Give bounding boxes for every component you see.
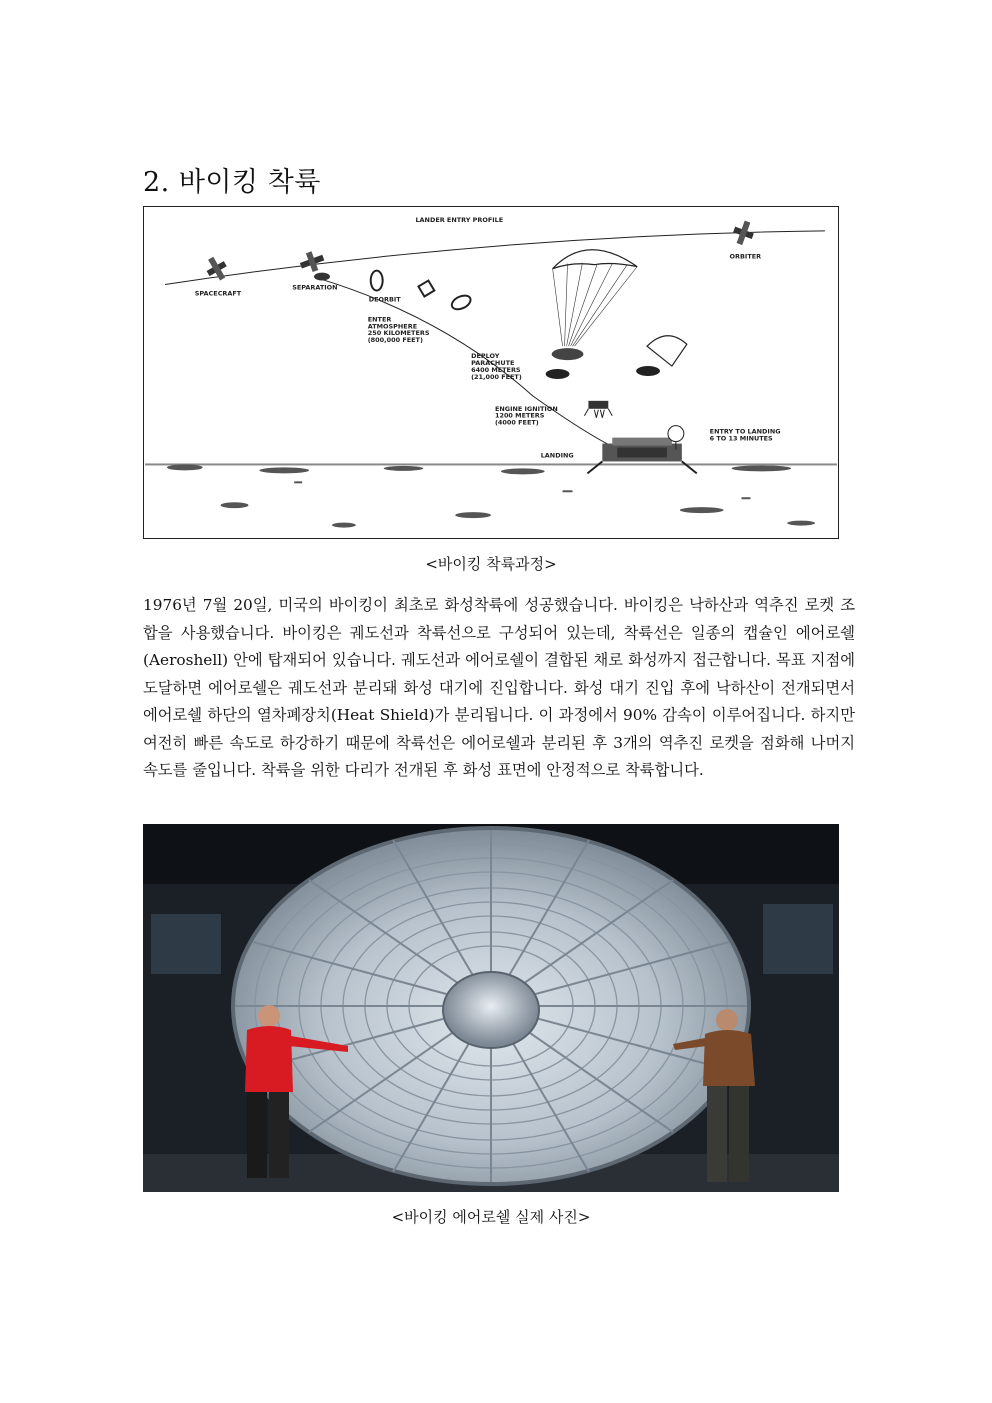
- label-spacecraft: SPACECRAFT: [194, 289, 242, 298]
- aeroshell-hub: [443, 972, 539, 1048]
- body-paragraph: 1976년 7월 20일, 미국의 바이킹이 최초로 화성착륙에 성공했습니다. 바이킹은 낙하산과 역추진 로켓 조합을 사용했습니다. 바이킹은 궤도선과 착륙선으로 구성되어 있는데, 착륙선은 일종의 캡슐인 에어로쉘(Aeroshell) 안에 탑재되어 있습니다. 궤도선과 에어로쉘이 결합된 채로 화성까지 접근합니다. 목표 지점에 도달하면 에어로쉘은 궤도선과 분리돼 화성 대기에 진입합니다. 화성 대기 진입 후에 낙하산이 전개되면서 에어로쉘 하단의 열차폐장치(Heat Shield)가 분리됩니다. 이 과정에서 90% 감속이 이루어집니다. 하지만 여전히 빠른 속도로 하강하기 때문에 착륙선은 에어로쉘과 분리된 후 3개의 역추진 로켓을 점화해 나머지 속도를 줄입니다. 착륙을 위한 다리가 전개된 후 화성 표면에 안정적으로 착륙합니다.: [143, 596, 855, 779]
- label-separation: SEPARATION: [292, 283, 338, 292]
- label-orbiter: ORBITER: [729, 252, 762, 261]
- separation-icon: [297, 248, 326, 275]
- label-entry-1: ENTRY TO LANDING: [709, 427, 781, 436]
- landed-lander-icon: [587, 426, 696, 474]
- label-deploy-2: PARACHUTE: [471, 359, 515, 368]
- label-enter-2: ATMOSPHERE: [367, 322, 418, 331]
- section-heading: 2. 바이킹 착륙: [143, 167, 321, 198]
- label-engine-3: (4000 FEET): [494, 418, 539, 427]
- aeroshell-entry-icon: [450, 293, 473, 312]
- descending-lander-icon: [552, 348, 584, 360]
- label-enter-3: 250 KILOMETERS: [367, 329, 430, 338]
- label-deploy-3: 6400 METERS: [471, 366, 521, 375]
- label-landing: LANDING: [540, 451, 574, 460]
- label-enter-4: (800,000 FEET): [367, 336, 423, 345]
- label-engine-2: 1200 METERS: [494, 411, 545, 420]
- figure1-caption: <바이킹 착륙과정>: [425, 555, 557, 573]
- orbit-path: [165, 231, 825, 285]
- diagram-title: LANDER ENTRY PROFILE: [415, 215, 504, 224]
- label-entry-2: 6 TO 13 MINUTES: [709, 434, 773, 443]
- figure2-caption: <바이킹 에어로쉘 실제 사진>: [391, 1208, 591, 1226]
- heat-shield-icon: [546, 369, 570, 379]
- aeroshell-icon: [418, 281, 434, 297]
- aeroshell-photo: [143, 824, 839, 1192]
- label-deploy-1: DEPLOY: [471, 352, 500, 361]
- separated-capsule-icon: [314, 273, 330, 281]
- label-engine-1: ENGINE IGNITION: [494, 404, 558, 413]
- deorbit-capsule-icon: [371, 271, 383, 291]
- label-enter-1: ENTER: [367, 315, 392, 324]
- mars-surface: [145, 463, 837, 527]
- spacecraft-icon: [202, 253, 231, 284]
- aeroshell-dish: [233, 828, 749, 1184]
- discarded-parachute-icon: [647, 336, 687, 366]
- parachute-lines: [553, 263, 637, 346]
- label-deorbit: DEORBIT: [368, 295, 401, 304]
- discarded-aeroshell-icon: [636, 366, 660, 376]
- parachute-canopy-icon: [553, 250, 637, 269]
- engine-ignition-lander-icon: [584, 401, 612, 418]
- label-deploy-4: (21,000 FEET): [471, 372, 522, 381]
- lander-entry-profile-diagram: [143, 206, 839, 539]
